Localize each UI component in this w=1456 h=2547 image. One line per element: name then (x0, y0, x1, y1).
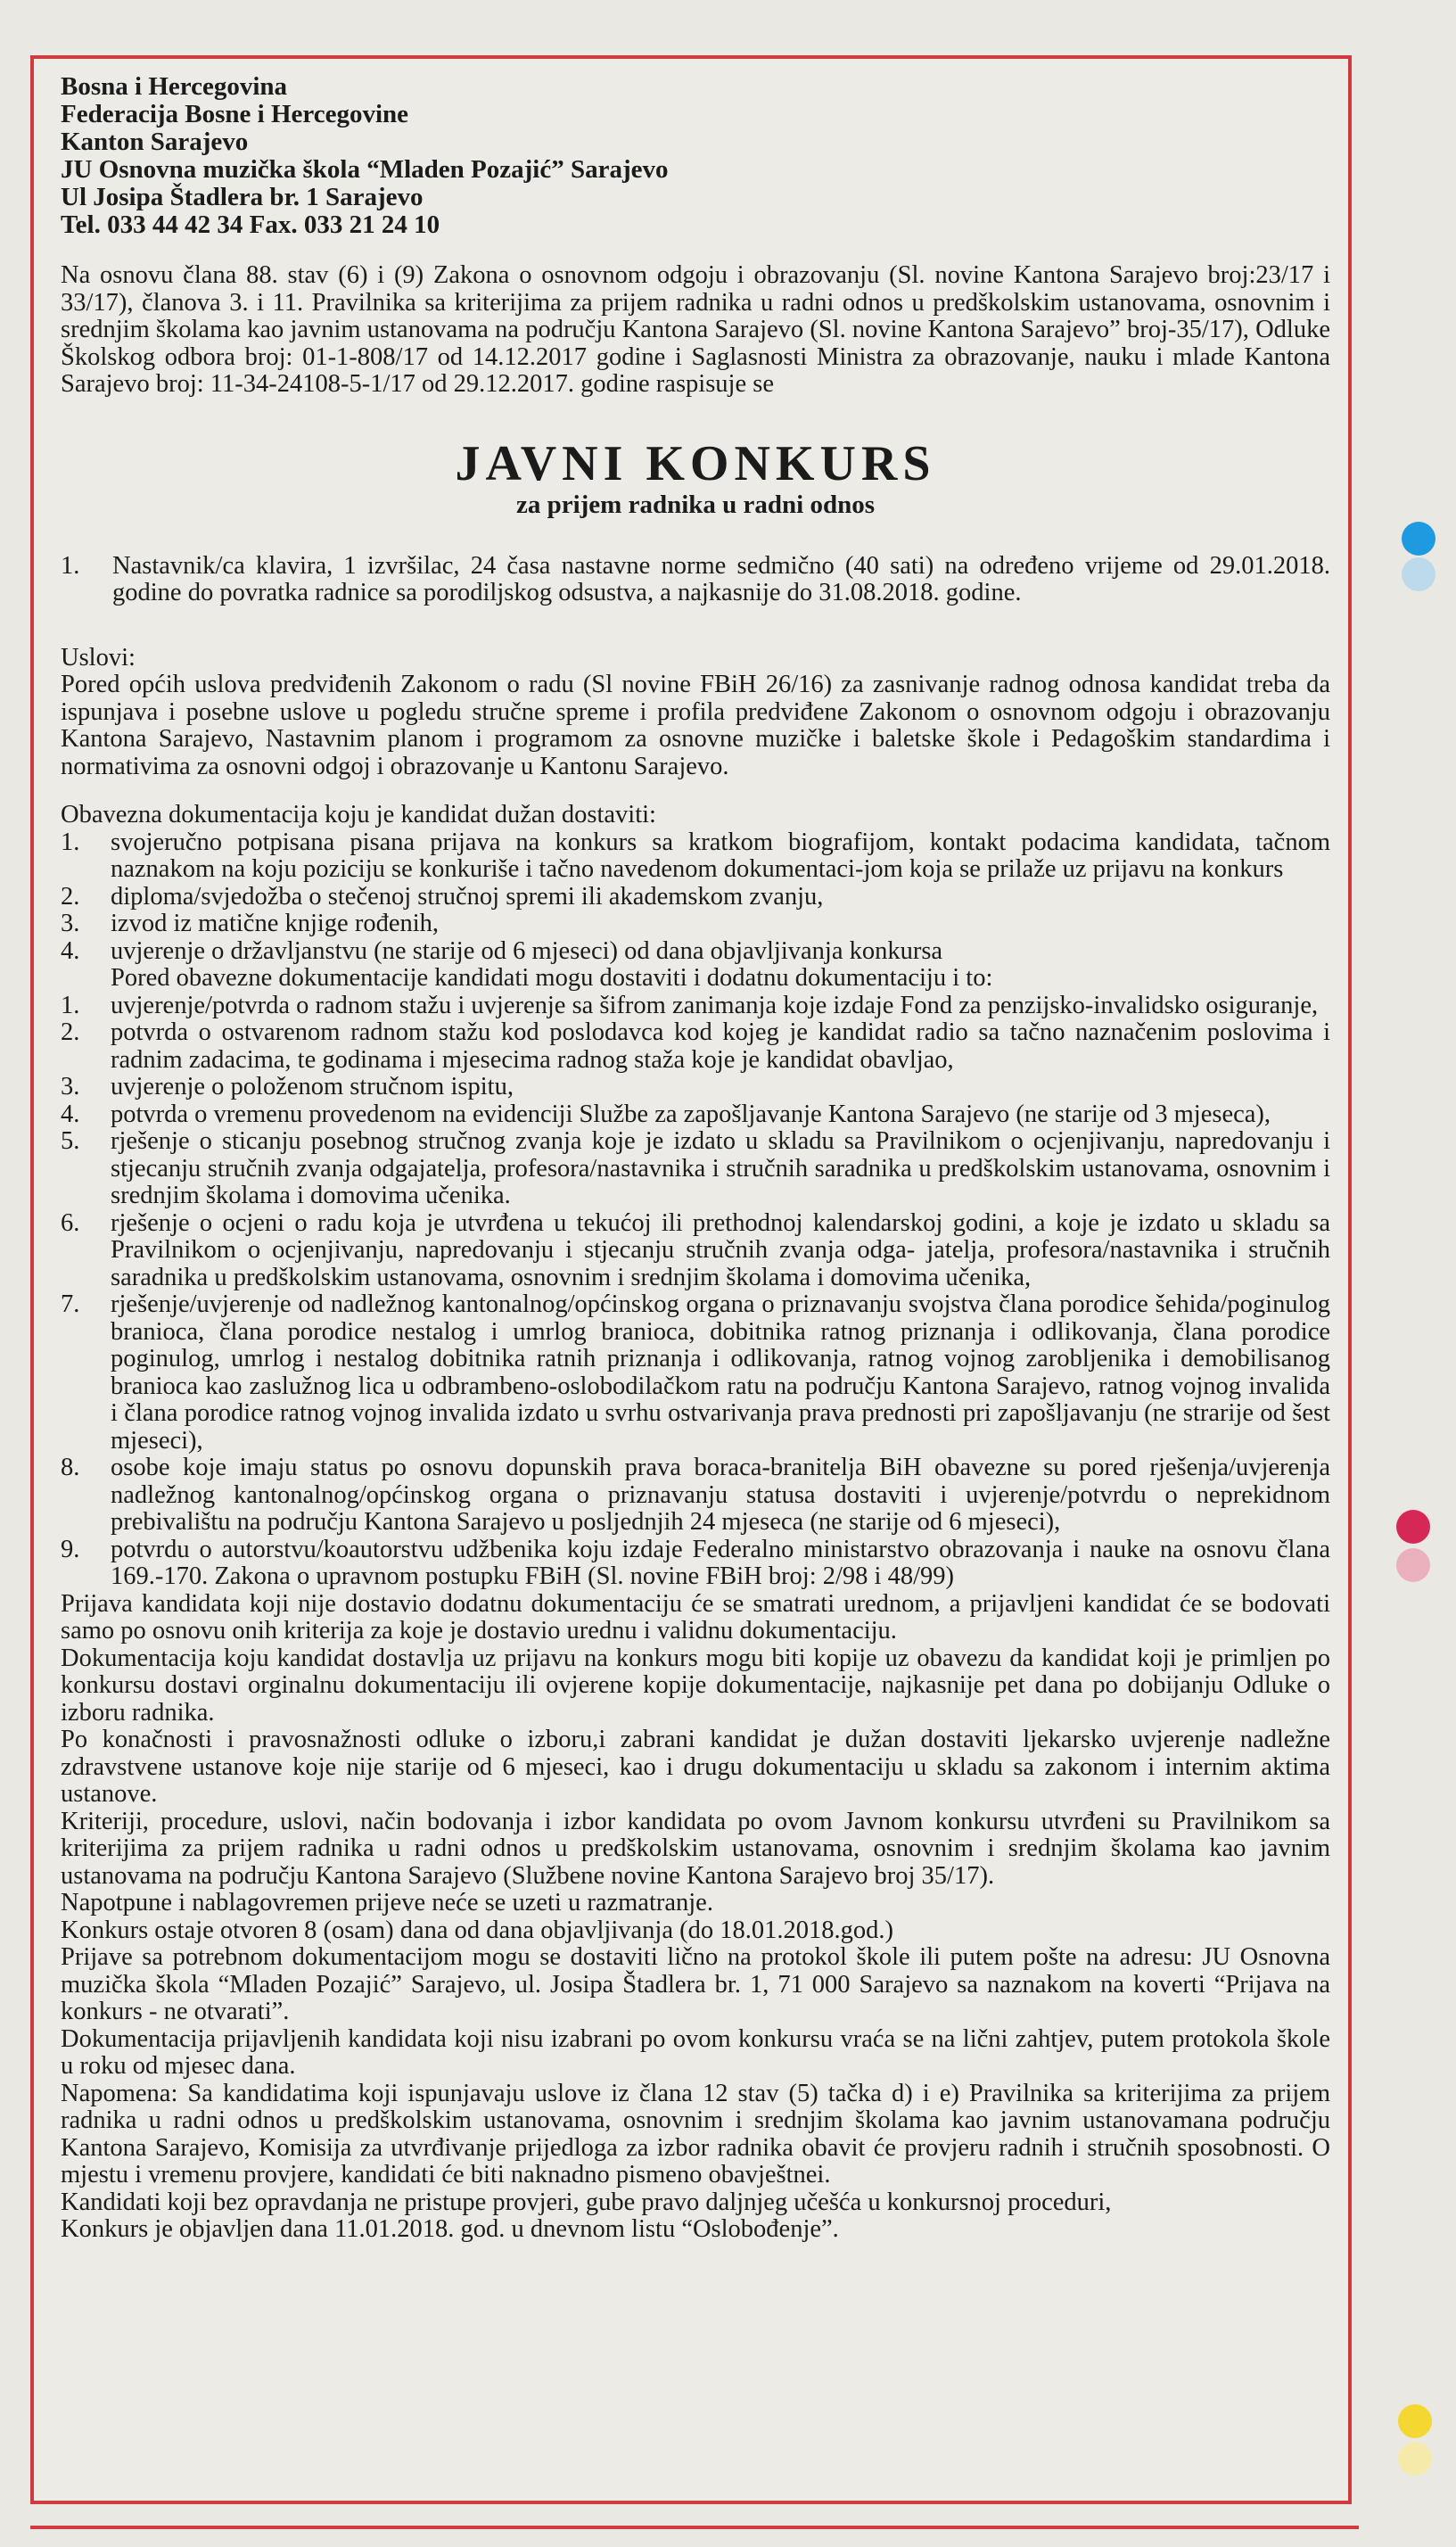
item-text: svojeručno potpisana pisana prijava na konkurs sa kratkom biografijom, kontakt podacima kandidata, tačnom naznakom na koju poziciju se konkuriše i tačno navedenom dokumentaci-jom koja se prilaže uz prijavu na konkurs (111, 828, 1330, 883)
item-number: 7. (61, 1290, 80, 1318)
magenta-print-mark-icon (1396, 1510, 1430, 1544)
item-text: uvjerenje/potvrda o radnom stažu i uvjerenje sa šifrom zanimanja koje izdaje Fond za penzijsko-invalidsko osiguranje, (111, 991, 1319, 1019)
header-line-address: Ul Josipa Štadlera br. 1 Sarajevo (61, 183, 424, 211)
item-text: rješenje o ocjeni o radu koja je utvrđena u tekućoj ili prethodnoj kalendarskoj godini, a koje je izdato u skladu sa Pravilnikom o ocjenjivanju, napredovanju i stjecanju stručnih zvanja odga- jatelja, profesora/nastavnika i stručnih saradnika u predškolskim ustanovama, osnovnim i srednjim školama i domovima učenika, (111, 1208, 1330, 1291)
conditions-section (61, 645, 1330, 781)
item-number: 1. (61, 991, 80, 1019)
item-text: potvrda o vremenu provedenom na evidenciji Službe za zapošljavanje Kantona Sarajevo (ne starije od 3 mjeseca), (111, 1100, 1271, 1128)
mandatory-docs-section (61, 802, 1330, 1591)
position-item (61, 553, 1330, 607)
conditions-text: Pored općih uslova predviđenih Zakonom o radu (Sl novine FBiH 26/16) za zasnivanje radnog odnosa kandidat treba da ispunjava i posebne uslove u pogledu stručne spreme i profila predviđene Zakonom o osnovnom odgoju i obrazovanju Kantona Sarajevo, Nastavnim planom i programom za osnovne muzičke i baletske škole i Pedagoškim standardima i normativima za osnovni odgoj i obrazovanje u Kantonu Sarajevo. (61, 671, 1330, 780)
item-text: diploma/svjedožba o stečenoj stručnoj spremi ili akademskom zvanju, (111, 882, 824, 911)
list-item (61, 1019, 1330, 1074)
magenta-print-mark-light-icon (1396, 1548, 1430, 1582)
closing-paragraph: Kriteriji, procedure, uslovi, način bodovanja i izbor kandidata po ovom Javnom konkursu utvrđeni su Pravilnikom sa kriterijima za prijem radnika u radni odnos u predškolskim ustanovama, osnovnim i srednjim školama kao javnim ustanovama na području Kantona Sarajevo (Službene novine Kantona Sarajevo broj 35/17). (61, 1807, 1330, 1890)
header-line-federation: Federacija Bosne i Hercegovine (61, 100, 409, 128)
conditions-heading: Uslovi: (61, 643, 136, 672)
item-number: 5. (61, 1127, 80, 1155)
announcement-content (61, 73, 1330, 2244)
item-number: 1. (61, 828, 80, 856)
yellow-print-mark-light-icon (1398, 2442, 1432, 2476)
item-text: rješenje/uvjerenje od nadležnog kantonalnog/općinskog organa o priznavanju svojstva člana porodice šehida/poginulog branioca, člana porodice nestalog i umrlog branioca, dobitnika ratnog priznanja i odlikovanja, člana porodice poginulog, umrlog i nestalog dobitnika ratnih priznanja i odlikovanja, ratnog vojnog zarobljenika i demobilisanog branioca kao zaslužnog lica u odbrambeno-oslobodilačkom ratu na području Kantona Sarajevo, ratnog vojnog invalida i člana porodice ratnog vojnog invalida izdato u svrhu ostvarivanja prava prednosti pri zapošljavanju (ne strarije od šest mjeseci), (111, 1290, 1330, 1455)
header-line-school: JU Osnovna muzička škola “Mladen Pozajić” Sarajevo (61, 155, 669, 184)
item-text: potvrdu o autorstvu/koautorstvu udžbenika koju izdaje Federalno ministarstvo obrazovanja i nauke na osnovu člana 169.-170. Zakona o upravnom postupku FBiH (Sl. novine FBiH broj: 2/98 i 48/99) (111, 1535, 1330, 1590)
closing-paragraph: Dokumentacija koju kandidat dostavlja uz prijavu na konkurs mogu biti kopije uz obavezu da kandidat koji je primljen po konkursu dostavi orginalnu dokumentaciju ili ovjerene kopije dokumentacije, najkasnije pet dana po dobijanju Odluke o izboru radnika. (61, 1644, 1330, 1727)
closing-paragraph: Kandidati koji bez opravdanja ne pristupe provjeri, gube pravo daljnjeg učešća u konkursnoj proceduri, (61, 2188, 1112, 2216)
item-text: uvjerenje o položenom stručnom ispitu, (111, 1073, 514, 1100)
list-item (61, 938, 1330, 966)
item-text: osobe koje imaju status po osnovu dopunskih prava boraca-branitelja BiH obavezne su pored rješenja/uvjerenja nadležnog kantonalnog/općinskog organa o priznavanju statusa dostaviti i uvjerenje/potvrdu o neprekidnom prebivalištu na području Kantona Sarajevo u posljednjih 24 mjeseca (ne starije od 6 mjeseci), (111, 1454, 1330, 1536)
intro-paragraph: Na osnovu člana 88. stav (6) i (9) Zakona o osnovnom odgoju i obrazovanju (Sl. novine Kantona Sarajevo broj:23/17 i 33/17), članova 3. i 11. Pravilnika sa kriterijima za prijem radnika u radni odnos u predškolskim ustanovama, osnovnim i srednjim školama kao javnim ustanovama na području Kantona Sarajevo (Sl. novine Kantona Sarajevo” broj-35/17), Odluke Školskog odbora broj: 01-1-808/17 od 14.12.2017 godine i Saglasnosti Ministra za obrazovanje, nauku i mlade Kantona Sarajevo broj: 11-34-24108-5-1/17 od 29.12.2017. godine raspisuje se (61, 261, 1330, 398)
yellow-print-mark-icon (1398, 2404, 1432, 2438)
item-number: 3. (61, 910, 80, 937)
item-text: izvod iz matične knjige rođenih, (111, 910, 440, 937)
item-number: 8. (61, 1454, 80, 1481)
list-item (61, 1210, 1330, 1292)
list-item (61, 993, 1330, 1020)
header-line-country: Bosna i Hercegovina (61, 72, 288, 101)
item-text: rješenje o sticanju posebnog stručnog zvanja koje je izdato u skladu sa Pravilnikom o ocjenjivanju, napredovanju i stjecanju stručnih zvanja odgajatelja, profesora/nastavnika i stručnih saradnika u predškolskim ustanovama, osnovnim i srednjim školama i domovima učenika. (111, 1127, 1330, 1209)
list-item (61, 1128, 1330, 1210)
position-text: Nastavnik/ca klavira, 1 izvršilac, 24 časa nastavne norme sedmično (40 sati) na određeno vrijeme od 29.01.2018. godine do povratka radnice sa porodiljskog odsustva, a najkasnije do 31.08.2018. godine. (112, 551, 1330, 606)
closing-section (61, 1591, 1330, 2244)
closing-paragraph: Po konačnosti i pravosnažnosti odluke o izboru,i zabrani kandidat je dužan dostaviti ljekarsko uvjerenje nadležne zdravstvene ustanove koje nije starije od 6 mjeseci, kao i drugu dokumentaciju u skladu sa zakonom i internim aktima ustanove. (61, 1726, 1330, 1808)
additional-docs-list (61, 993, 1330, 1591)
closing-paragraph: Napotpune i nablagovremen prijeve neće se uzeti u razmatranje. (61, 1889, 713, 1916)
position-number: 1. (61, 551, 80, 580)
cyan-print-mark-icon (1402, 522, 1435, 556)
cyan-print-mark-light-icon (1402, 557, 1435, 591)
title-block (61, 435, 1330, 519)
list-item (61, 1537, 1330, 1591)
closing-paragraph: Prijave sa potrebnom dokumentacijom mogu se dostaviti lično na protokol škole ili putem pošte na adresu: JU Osnovna muzička škola “Mladen Pozajić” Sarajevo, ul. Josipa Štadlera br. 1, 71 000 Sarajevo sa naznakom na koverti “Prijava na konkurs - ne otvarati”. (61, 1943, 1330, 2025)
additional-docs-heading: Pored obavezne dokumentacije kandidati mogu dostaviti i dodatnu dokumentaciju i to: (111, 964, 993, 992)
list-item (61, 911, 1330, 938)
header-line-canton: Kanton Sarajevo (61, 128, 249, 156)
list-item (61, 1455, 1330, 1537)
closing-paragraph: Napomena: Sa kandidatima koji ispunjavaju uslove iz člana 12 stav (5) tačka d) i e) Pravilnika sa kriterijima za prijem radnika u radni odnos u predškolskim ustanovama, osnovnim i srednjim školama kao javnim ustanovamana području Kantona Sarajevo, Komisija za utvrđivanje prijedloga za izbor radnika obavit će provjeru radnih i stručnih sposobnosti. O mjestu i vremenu provjere, kandidati će biti naknadno pismeno obavještnei. (61, 2079, 1330, 2188)
closing-paragraph: Konkurs ostaje otvoren 8 (osam) dana od dana objavljivanja (do 18.01.2018.god.) (61, 1916, 893, 1944)
list-item (61, 884, 1330, 911)
list-item (61, 1101, 1330, 1129)
institution-header (61, 73, 1330, 239)
item-number: 4. (61, 936, 80, 965)
closing-paragraph: Konkurs je objavljen dana 11.01.2018. god. u dnevnom listu “Oslobođenje”. (61, 2215, 839, 2243)
item-number: 2. (61, 1018, 80, 1046)
item-number: 2. (61, 882, 80, 911)
mandatory-docs-heading: Obavezna dokumentacija koju je kandidat dužan dostaviti: (61, 801, 656, 828)
item-number: 9. (61, 1535, 80, 1563)
bottom-red-rule (30, 2526, 1359, 2529)
item-text: uvjerenje o državljanstvu (ne starije od 6 mjeseci) od dana objavljivanja konkursa (111, 936, 943, 965)
item-text: potvrda o ostvarenom radnom stažu kod poslodavca kod kojeg je kandidat radio sa tačno naznačenim poslovima i radnim zadacima, te godinama i mjesecima radnog staža koje je kandidat obavljao, (111, 1018, 1330, 1074)
list-item (61, 1074, 1330, 1101)
mandatory-docs-list (61, 829, 1330, 966)
item-number: 6. (61, 1208, 80, 1237)
list-item (61, 829, 1330, 884)
closing-paragraph: Prijava kandidata koji nije dostavio dodatnu dokumentaciju će se smatrati urednom, a prijavljeni kandidat će se bodovati samo po osnovu onih kriterija za koje je dostavio urednu i validnu dokumentaciju. (61, 1589, 1330, 1644)
header-line-phone: Tel. 033 44 42 34 Fax. 033 21 24 10 (61, 210, 440, 239)
page-subtitle: za prijem radnika u radni odnos (515, 490, 876, 519)
item-number: 3. (61, 1073, 80, 1100)
page-title: JAVNI KONKURS (455, 435, 936, 491)
item-number: 4. (61, 1100, 80, 1128)
list-item (61, 1291, 1330, 1455)
closing-paragraph: Dokumentacija prijavljenih kandidata koji nisu izabrani po ovom konkursu vraća se na lični zahtjev, putem protokola škole u roku od mjesec dana. (61, 2024, 1330, 2080)
